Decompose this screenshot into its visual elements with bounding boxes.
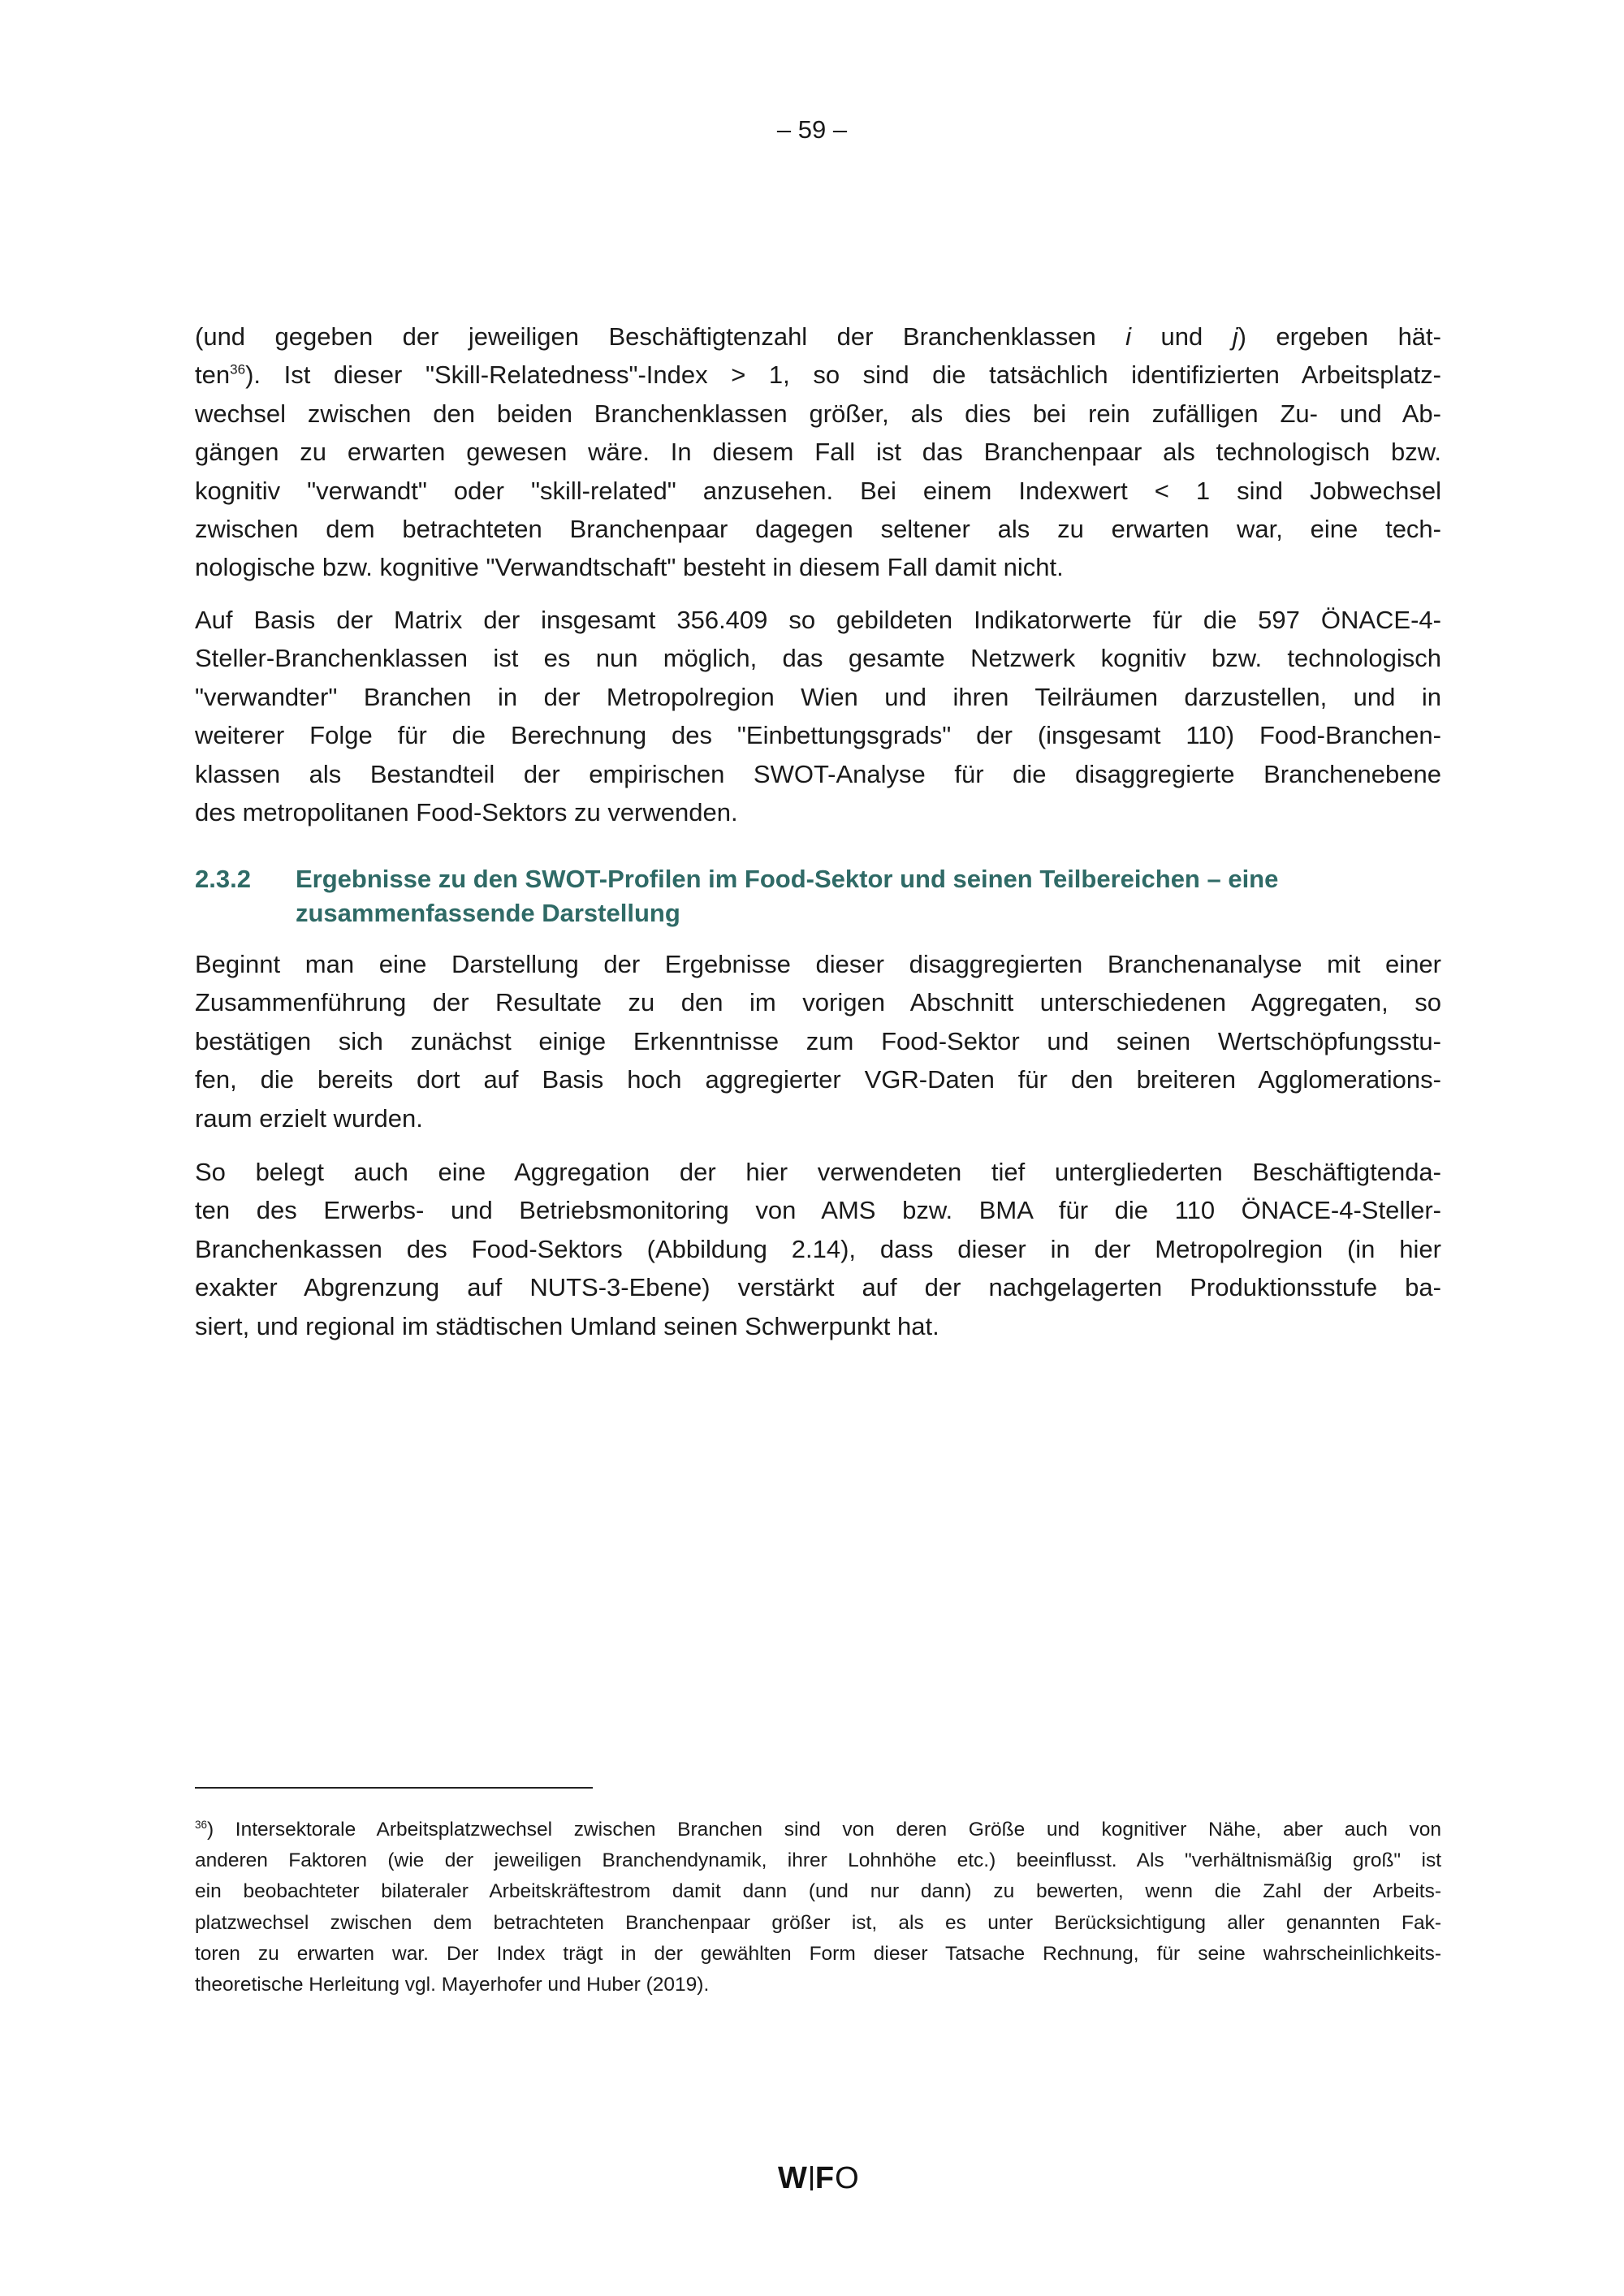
text-segment: und [1131,322,1233,351]
text-segment: ). Ist dieser "Skill-Relatedness"-Index > 1, so sind die tatsächlich identifizierten Arbeitsplatz- [245,360,1441,390]
text-line: theoretische Herleitung vgl. Mayerhofer und Huber (2019). [195,1973,710,1996]
footnote-ref: 36 [230,362,246,378]
text-line: siert, und regional im städtischen Umland seinen Schwerpunkt hat. [195,1311,939,1340]
paragraph-results [195,945,1441,1137]
text-line: platzwechsel zwischen dem betrachteten Branchenpaar größer ist, als es unter Berücksichtigung aller genannten Fak- [195,1911,1441,1934]
text-line: exakter Abgrenzung auf NUTS-3-Ebene) verstärkt auf der nachgelagerten Produktionsstufe ba- [195,1273,1441,1302]
logo-bar [810,2166,813,2190]
text-line: wechsel zwischen den beiden Branchenklassen größer, als dies bei rein zufälligen Zu- und Ab- [195,399,1441,428]
text-line: weiterer Folge für die Berechnung des "Einbettungsgrads" der (insgesamt 110) Food-Branchen- [195,721,1441,750]
text-line [195,1815,1441,1845]
text-line: Zusammenführung der Resultate zu den im vorigen Abschnitt unterschiedenen Aggregaten, so [195,988,1441,1017]
text-line: nologische bzw. kognitive "Verwandtschaft" besteht in diesem Fall damit nicht. [195,553,1064,582]
logo-letter: F [814,2161,836,2195]
text-line: Auf Basis der Matrix der insgesamt 356.409 so gebildeten Indikatorwerte für die 597 ÖNACE-4- [195,606,1441,634]
text-line: kognitiv "verwandt" oder "skill-related" anzusehen. Bei einem Indexwert < 1 sind Jobwechsel [195,476,1441,505]
text-segment: i [1125,322,1132,351]
text-line: Branchenkassen des Food-Sektors (Abbildung 2.14), dass dieser in der Metropolregion (in hier [195,1234,1441,1263]
text-line: gängen zu erwarten gewesen wäre. In diesem Fall ist das Branchenpaar als technologisch bzw. [195,438,1441,467]
text-line: anderen Faktoren (wie der jeweiligen Branchendynamik, ihrer Lohnhöhe etc.) beeinflusst. Als "verhältnismäßig groß" ist [195,1849,1441,1872]
text-line: raum erzielt wurden. [195,1103,423,1133]
footnote-36 [195,1815,1441,2000]
text-line: fen, die bereits dort auf Basis hoch aggregierter VGR-Daten für den breiteren Agglomerations- [195,1065,1441,1094]
paragraph-matrix [195,601,1441,831]
logo-letter: W [778,2161,808,2195]
text-line: des metropolitanen Food-Sektors zu verwenden. [195,797,738,826]
text-line: "verwandter" Branchen in der Metropolregion Wien und ihren Teilräumen darzustellen, und in [195,682,1441,711]
text-segment: ) ergeben hät- [1237,322,1441,351]
text-line: toren zu erwarten war. Der Index trägt in der gewählten Form dieser Tatsache Rechnung, für seine wahrscheinlichkeits- [195,1942,1441,1965]
text-segment: j [1232,322,1238,351]
text-line [195,356,1441,394]
text-line: Beginnt man eine Darstellung der Ergebnisse dieser disaggregierten Branchenanalyse mit einer [195,950,1441,978]
text-line: bestätigen sich zunächst einige Erkenntnisse zum Food-Sektor und seinen Wertschöpfungsstu- [195,1026,1441,1055]
text-line [195,317,1441,356]
wifo-logo [778,2161,860,2196]
text-segment: ) Intersektorale Arbeitsplatzwechsel zwischen Branchen sind von deren Größe und kognitiver Nähe, aber auch von [206,1819,1441,1841]
footnote-divider [195,1787,593,1789]
text-segment: ten [195,360,231,390]
text-line: zwischen dem betrachteten Branchenpaar dagegen seltener als zu erwarten war, eine tech- [195,514,1441,543]
section-number: 2.3.2 [195,865,251,893]
text-segment: (und gegeben der jeweiligen Beschäftigtenzahl der Branchenklassen [195,322,1126,351]
paragraph-aggregation [195,1153,1441,1345]
logo-letter: O [835,2161,860,2195]
paragraph-skill-relatedness [195,317,1441,587]
text-line: klassen als Bestandteil der empirischen SWOT-Analyse für die disaggregierte Branchenebene [195,759,1441,788]
page-number: – 59 – [776,115,848,144]
text-line: ten des Erwerbs- und Betriebsmonitoring von AMS bzw. BMA für die 110 ÖNACE-4-Steller- [195,1196,1441,1225]
section-title: Ergebnisse zu den SWOT-Profilen im Food-Sektor und seinen Teilbereichen – eine zusammenfassende Darstellung [296,865,1279,927]
text-line: ein beobachteter bilateraler Arbeitskräftestrom damit dann (und nur dann) zu bewerten, wenn die Zahl der Arbeits- [195,1880,1441,1903]
footnote-ref: 36 [195,1818,207,1831]
text-line: Steller-Branchenklassen ist es nun möglich, das gesamte Netzwerk kognitiv bzw. technologisch [195,644,1441,673]
text-line: So belegt auch eine Aggregation der hier verwendeten tief untergliederten Beschäftigtenda- [195,1158,1441,1186]
